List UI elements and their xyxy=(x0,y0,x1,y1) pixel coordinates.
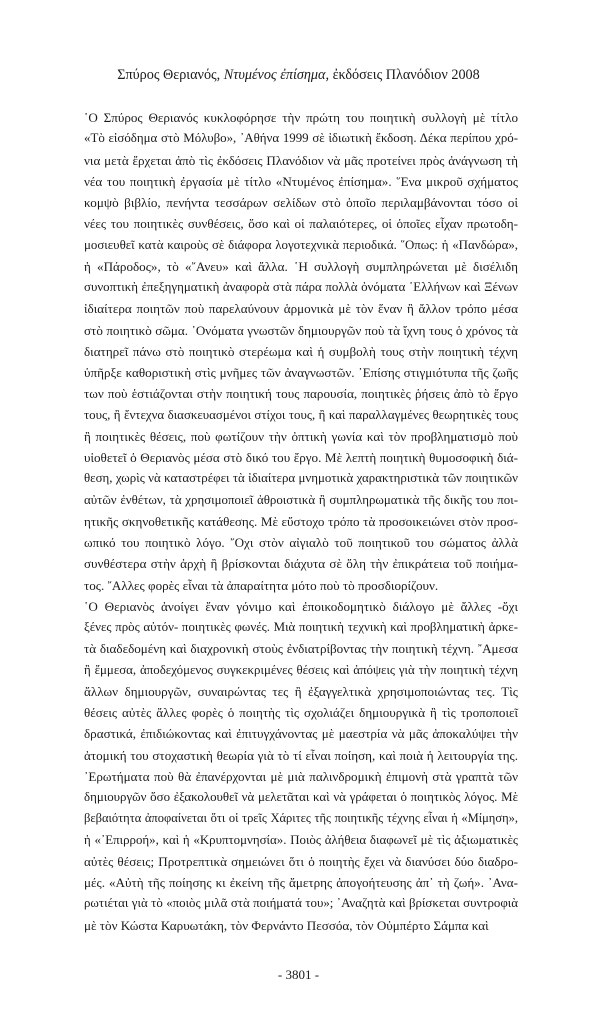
text-line: υἱοθετεῖ ὁ Θεριανὸς μέσα στὸ δικό του ἔργο. Μὲ λεπτὴ ποιητικὴ θυμοσοφικὴ διά- xyxy=(84,450,518,465)
text-line: αὐτὲς θέσεις; Προτρεπτικὰ σημειώνει ὅτι ὁ ποιητὴς ἔχει νὰ διανύσει δύο διαδρο- xyxy=(84,853,518,869)
heading-author: Σπύρος Θεριανός, xyxy=(117,67,221,83)
page-number: - 3801 - xyxy=(277,967,320,982)
text-line: διατηρεῖ πάνω στὸ ποιητικὸ στερέωμα καὶ ἡ συμβολὴ τους στὴν ποιητικὴ τέχνη xyxy=(84,343,518,359)
review-heading xyxy=(0,66,597,84)
text-line: αὐτῶν ἐνθέτων, τὰ χρησιμοποιεῖ ἀθροιστικὰ ἢ συμπληρωματικὰ τῆς δικῆς του ποι- xyxy=(84,492,518,507)
text-line: νέες του ποιητικὲς συνθέσεις, ὅσο καὶ οἱ παλαιότερες, οἱ ὁποῖες εἶχαν πρωτοδη- xyxy=(84,216,518,232)
text-line: δραστικά, ἐπιδιώκοντας καὶ ἐπιτυγχάνοντας μὲ μαεστρία νὰ μᾶς ἀποκαλύψει τὴν xyxy=(84,726,518,742)
text-line: των ποὺ ἑστιάζονται στὴν ποιητική τους παρουσία, ποιητικὲς ῥήσεις ἀπὸ τὸ ἔργο xyxy=(84,386,518,402)
text-line: τους, ἢ ἔντεχνα διασκευασμένοι στίχοι τους, ἢ καὶ παραλλαγμένες θεωρητικὲς τους xyxy=(84,407,518,422)
paragraph-2 xyxy=(84,596,518,936)
text-line: ἡ «Πάροδος», τὸ «῎Ανευ» καὶ ἄλλα. ῾Η συλλογὴ συμπληρώνεται μὲ δισέλιδη xyxy=(84,258,518,274)
heading-book-title: Ντυμένος ἐπίσημα, xyxy=(223,67,330,83)
text-line: ῾Ο Σπύρος Θεριανός κυκλοφόρησε τὴν πρώτη του ποιητικὴ συλλογὴ μὲ τίτλο xyxy=(84,110,518,125)
text-line: δημιουργῶν ὅσο ἐξακολουθεῖ νὰ μελετᾶται καὶ νὰ γράφεται ὁ ποιητικὸς λόγος. Μὲ xyxy=(84,790,518,804)
text-line: ἄλλων δημιουργῶν, συναιρώντας τες ἢ ἐξαγγελτικὰ χρησιμοποιώντας τες. Τὶς xyxy=(84,683,518,699)
text-line: κομψὸ βιβλίο, πενήντα τεσσάρων σελίδων στὸ ὁποῖο περιλαμβάνονται τόσο οἱ xyxy=(84,195,518,210)
text-line: βεβαιότητα ἀποφαίνεται ὅτι οἱ τρεῖς Χάριτες τῆς ποιητικῆς τέχνης εἶναι ἡ «Μίμηση», xyxy=(84,811,518,826)
text-line: ᾿Ερωτήματα ποὺ θὰ ἐπανέρχονται μὲ μιὰ παλινδρομικὴ ἐπιμονὴ στὰ γραπτὰ τῶν xyxy=(84,768,518,784)
text-line: μοσιευθεῖ κατὰ καιροὺς σὲ διάφορα λογοτεχνικὰ περιοδικά. ῞Οπως: ἡ «Πανδώρα», xyxy=(84,237,518,252)
text-line: νια μετὰ ἔρχεται ἀπὸ τὶς ἐκδόσεις Πλανόδιον νὰ μᾶς προτείνει πρὸς ἀνάγνωση τὴ xyxy=(84,152,518,168)
text-line: ἰδιαίτερα ποιητῶν ποὺ παρελαύνουν ἁρμονικὰ μὲ τὸν ἕναν ἢ ἄλλον τρόπο μέσα xyxy=(84,301,518,317)
text-line: ῾Ο Θεριανὸς ἀνοίγει ἕναν γόνιμο καὶ ἐποικοδομητικὸ διάλογο μὲ ἄλλες -ὄχι xyxy=(84,598,518,614)
text-line: μὲ τὸν Κώστα Καρυωτάκη, τὸν Φερνάντο Πεσσόα, τὸν Οὐμπέρτο Σάμπα καὶ xyxy=(84,917,489,933)
text-line: τος. ῎Αλλες φορὲς εἶναι τὰ ἀπαραίτητα μότο ποὺ τὸ προσδιορίζουν. xyxy=(84,577,439,593)
text-line: ητικῆς σκηνοθετικῆς κατάθεσης. Μὲ εὔστοχο τρόπο τὰ προσοικειώνει στὸν προσ- xyxy=(84,513,518,529)
text-line: ξένες πρὸς αὐτόν- ποιητικὲς φωνές. Μιὰ ποιητικὴ τεχνικὴ καὶ προβληματικὴ ἀρκε- xyxy=(84,620,518,634)
text-line: ἢ ποιητικὲς θέσεις, ποὺ φωτίζουν τὴν ὀπτικὴ γωνία καὶ τὸν προβληματισμὸ ποὺ xyxy=(84,428,518,444)
text-line: ρωτιέται γιὰ τὸ «ποιὸς μιλᾶ στὰ ποιήματά του»; ᾿Αναζητὰ καὶ βρίσκεται συντροφιὰ xyxy=(84,896,518,911)
text-line: νέα του ποιητικὴ ἐργασία μὲ τίτλο «Ντυμένος ἐπίσημα». ῞Ενα μικροῦ σχήματος xyxy=(84,173,518,189)
text-line: συνοπτικὴ ἐπεξηγηματικὴ ἀναφορὰ στὰ πάρα πολλὰ ὀνόματα ῾Ελλήνων καὶ Ξένων xyxy=(84,280,518,294)
text-line: ἡ «᾿Επιρροή», καὶ ἡ «Κρυπτομνησία». Ποιὸς ἀλήθεια διαφωνεῖ μὲ τὶς ἀξιωματικὲς xyxy=(84,832,518,847)
text-line: μές. «Αὐτὴ τῆς ποίησης κι ἐκείνη τῆς ἄμετρης ἀπογοήτευσης ἀπ᾿ τὴ ζωή». ᾿Ανα- xyxy=(84,875,518,890)
paragraph-1 xyxy=(84,107,518,596)
body-text xyxy=(84,107,518,936)
text-line: θεση, χωρὶς νὰ καταστρέφει τὰ ἰδιαίτερα μνημοτικὰ χαρακτηριστικὰ τῶν ποιητικῶν xyxy=(84,471,518,486)
heading-publisher: ἐκδόσεις Πλανόδιον 2008 xyxy=(332,67,480,83)
text-line: ὑπῆρξε καθοριστικὴ στὶς μνῆμες τῶν ἀναγνωστῶν. ᾿Επίσης στιγμιότυπα τῆς ζωῆς xyxy=(84,365,518,380)
text-line: ἢ ἔμμεσα, ἀποδεχόμενος συγκεκριμένες θέσεις καὶ ἀπόψεις γιὰ τὴν ποιητικὴ τέχνη xyxy=(84,662,518,677)
text-line: ωπικό του ποιητικὸ λόγο. ῎Οχι στὸν αἰγιαλὸ τοῦ ποιητικοῦ του σώματος ἀλλὰ xyxy=(84,535,518,550)
text-line: τὰ διαδεδομένη καὶ διαχρονικὴ στοὺς ἐνδιατρίβοντας τὴν ποιητικὴ τέχνη. ῎Αμεσα xyxy=(84,641,518,657)
text-line: στὸ ποιητικὸ σῶμα. ᾿Ονόματα γνωστῶν δημιουργῶν ποὺ τὰ ἴχνη τους ὁ χρόνος τὰ xyxy=(84,322,518,338)
text-line: συνθέστερα στὴν ἀρχὴ ἢ βρίσκονται διάχυτα σὲ ὅλη τὴν ἐπικράτεια τοῦ ποιήμα- xyxy=(84,556,518,572)
text-line: θέσεις αὐτὲς ἄλλες φορὲς ὁ ποιητὴς τὶς σχολιάζει δημιουργικὰ ἢ τὶς τροποποιεῖ xyxy=(84,705,518,720)
text-line: «Τὸ εἰσόδημα στὸ Μόλυβο», ᾿Αθήνα 1999 σὲ ἰδιωτικὴ ἔκδοση. Δέκα περίπου χρό- xyxy=(84,131,518,146)
text-line: ἀτομική του στοχαστικὴ θεωρία γιὰ τὸ τί εἶναι ποίηση, καὶ ποιὰ ἡ λειτουργία της. xyxy=(84,747,518,763)
